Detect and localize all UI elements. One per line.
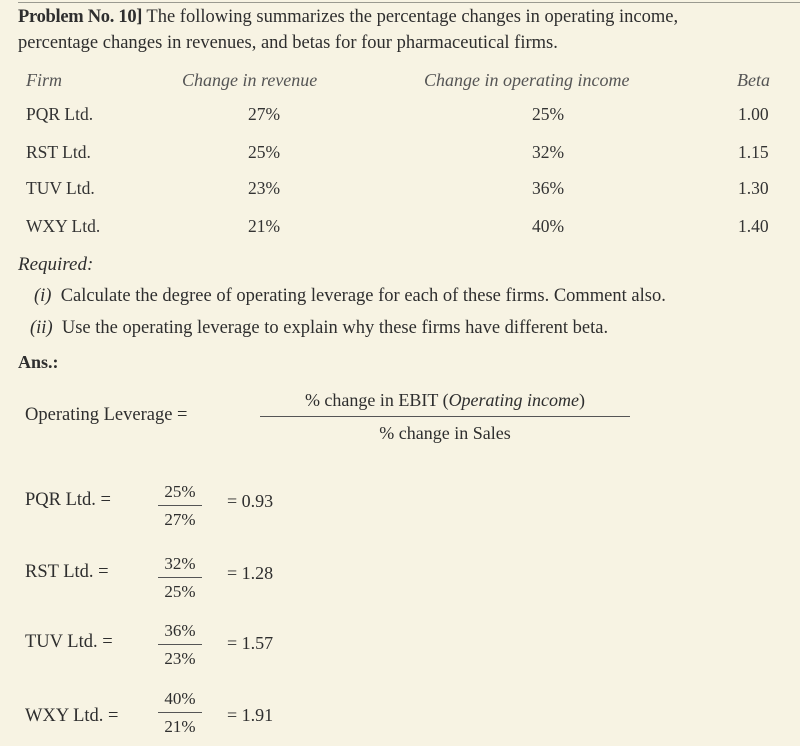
formula-lhs: Operating Leverage = xyxy=(25,405,188,425)
header-firm: Firm xyxy=(26,70,62,90)
calc-numerator: 25% xyxy=(164,482,196,501)
row-beta: 1.30 xyxy=(738,178,769,198)
required-item-text: Use the operating leverage to explain why these firms have different beta. xyxy=(61,318,609,338)
calc-label: WXY Ltd. = xyxy=(25,706,119,726)
calc-denominator: 23% xyxy=(164,649,196,668)
calc-result: = 1.91 xyxy=(227,705,274,725)
row-revenue: 23% xyxy=(248,178,281,198)
calc-fraction-bar xyxy=(158,712,202,713)
required-item-number: (ii) xyxy=(30,318,53,338)
top-rule xyxy=(18,2,800,3)
calc-numerator: 40% xyxy=(164,689,196,708)
calc-label: TUV Ltd. = xyxy=(25,632,113,652)
required-item-number: (i) xyxy=(34,286,52,306)
row-beta: 1.00 xyxy=(738,104,769,124)
row-firm: WXY Ltd. xyxy=(26,216,101,236)
required-item xyxy=(34,286,666,307)
calc-denominator: 21% xyxy=(164,717,196,736)
calc-result: = 1.57 xyxy=(227,633,274,653)
row-operating-income: 32% xyxy=(532,142,565,162)
required-item-text: Calculate the degree of operating leverage for each of these firms. Comment also. xyxy=(60,286,666,306)
row-beta: 1.15 xyxy=(738,142,769,162)
row-operating-income: 36% xyxy=(532,178,565,198)
row-revenue: 25% xyxy=(248,142,281,162)
problem-label: Problem No. 10] xyxy=(18,7,143,27)
calc-numerator: 36% xyxy=(164,621,196,640)
formula-fraction-bar xyxy=(260,416,630,417)
calc-fraction-bar xyxy=(158,505,202,506)
row-revenue: 21% xyxy=(248,216,281,236)
row-operating-income: 40% xyxy=(532,216,565,236)
row-firm: TUV Ltd. xyxy=(26,178,95,198)
calc-label: RST Ltd. = xyxy=(25,562,109,582)
problem-text-line1: The following summarizes the percentage changes in operating income, xyxy=(146,7,679,27)
header-revenue: Change in revenue xyxy=(182,70,318,90)
calc-fraction-bar xyxy=(158,644,202,645)
header-beta: Beta xyxy=(737,70,770,90)
problem-text-line2: percentage changes in revenues, and betas for four pharmaceutical firms. xyxy=(18,33,558,53)
formula-numerator: % change in EBIT (Operating income) xyxy=(304,390,586,410)
row-beta: 1.40 xyxy=(738,216,769,236)
calc-result: = 0.93 xyxy=(227,491,274,511)
required-item xyxy=(30,318,608,339)
header-operating-income: Change in operating income xyxy=(424,70,630,90)
formula-denominator: % change in Sales xyxy=(379,423,511,443)
calc-numerator: 32% xyxy=(164,554,196,573)
calc-denominator: 27% xyxy=(164,510,196,529)
row-firm: RST Ltd. xyxy=(26,142,91,162)
calc-denominator: 25% xyxy=(164,582,196,601)
row-firm: PQR Ltd. xyxy=(26,104,94,124)
problem-statement xyxy=(18,4,793,56)
row-revenue: 27% xyxy=(248,104,281,124)
calc-fraction-bar xyxy=(158,577,202,578)
row-operating-income: 25% xyxy=(532,104,565,124)
answer-label: Ans.: xyxy=(18,352,59,372)
calc-result: = 1.28 xyxy=(227,563,274,583)
calc-label: PQR Ltd. = xyxy=(25,490,111,510)
required-heading: Required: xyxy=(18,254,94,275)
